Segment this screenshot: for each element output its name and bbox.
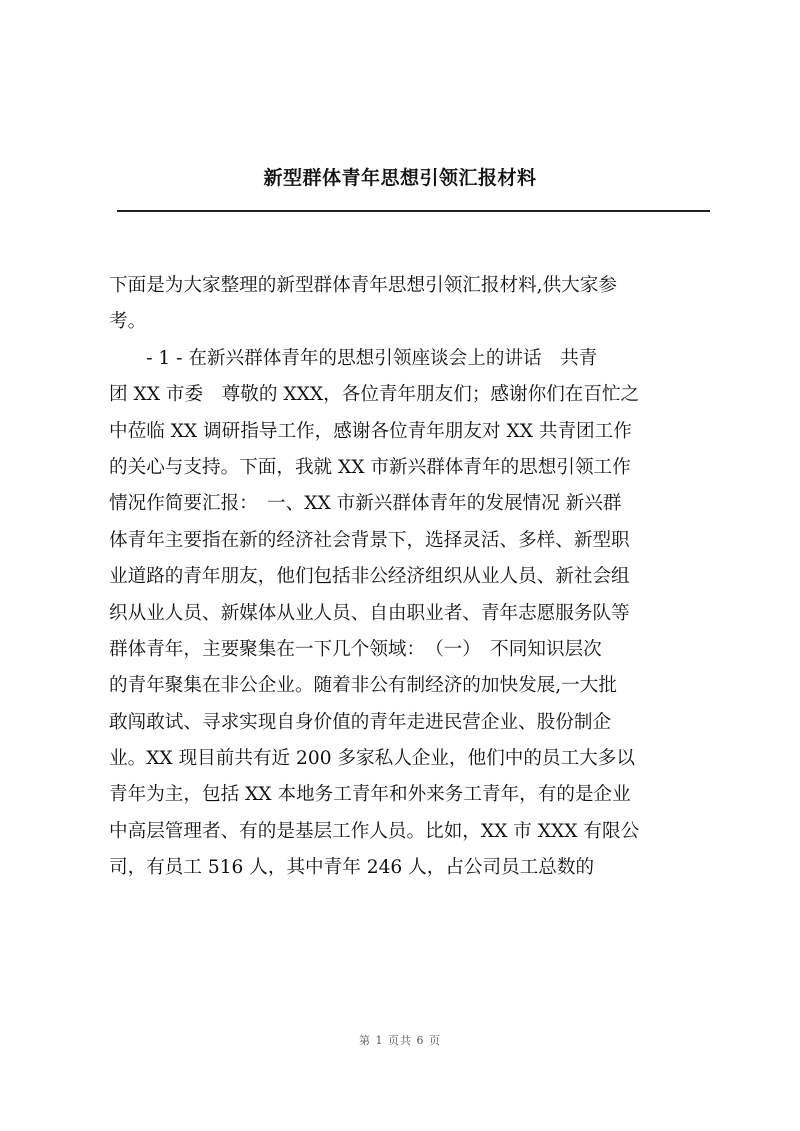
body-line: 青年为主，包括 XX 本地务工青年和外来务工青年，有的是企业 [109, 784, 631, 806]
body-line: 司，有员工 516 人，其中青年 246 人，占公司员工总数的 [109, 857, 595, 879]
body-line: 体青年主要指在新的经济社会背景下，选择灵活、多样、新型职 [109, 529, 630, 551]
document-title: 新型群体青年思想引领汇报材料 [263, 167, 537, 189]
body-line: 的青年聚集在非公企业。随着非公有制经济的加快发展,一大批 [109, 675, 617, 697]
body-line: 情况作简要汇报： 一、XX 市新兴群体青年的发展情况 新兴群 [109, 493, 622, 515]
body-line: - 1 - 在新兴群体青年的思想引领座谈会上的讲话 共青 [109, 347, 598, 369]
body-line: 中莅临 XX 调研指导工作，感谢各位青年朋友对 XX 共青团工作 [109, 420, 632, 442]
title-divider [117, 210, 710, 212]
body-line: 下面是为大家整理的新型群体青年思想引领汇报材料,供大家参 [109, 275, 617, 296]
body-line: 中高层管理者、有的是基层工作人员。比如，XX 市 XXX 有限公 [109, 820, 640, 842]
body-line: 的关心与支持。下面，我就 XX 市新兴群体青年的思想引领工作 [109, 456, 631, 478]
body-line: 团 XX 市委 尊敬的 XXX，各位青年朋友们；感谢你们在百忙之 [109, 384, 640, 406]
body-line: 织从业人员、新媒体从业人员、自由职业者、青年志愿服务队等 [109, 602, 630, 624]
body-line: 考。 [109, 311, 147, 333]
body-line: 业。XX 现目前共有近 200 多家私人企业，他们中的员工大多以 [109, 748, 635, 770]
document-body [109, 268, 709, 887]
body-line: 群体青年，主要聚集在一下几个领域： （一） 不同知识层次 [109, 638, 602, 660]
body-line: 敢闯敢试、寻求实现自身价值的青年走进民营企业、股份制企 [109, 711, 612, 733]
page-number-footer: 第 1 页共 6 页 [359, 1034, 441, 1047]
body-line: 业道路的青年朋友，他们包括非公经济组织从业人员、新社会组 [109, 566, 630, 588]
